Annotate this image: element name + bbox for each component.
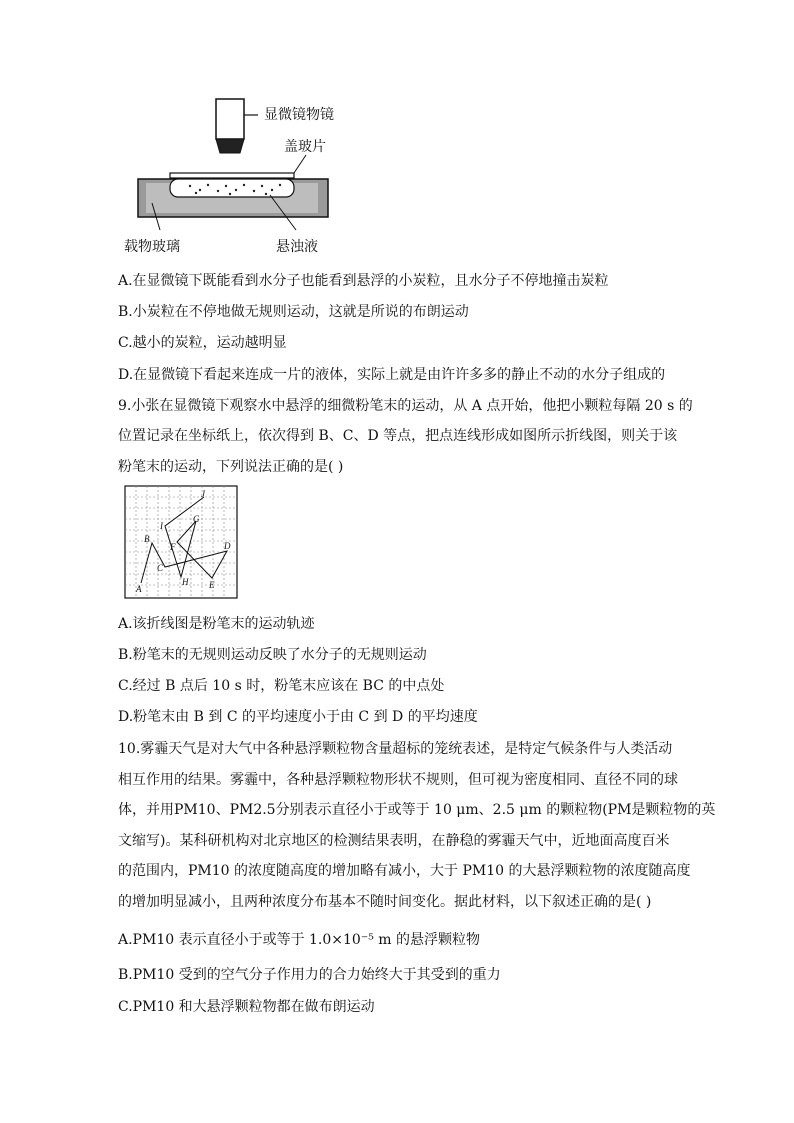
point-label-h: H: [182, 577, 189, 587]
point-label-b: B: [144, 534, 150, 544]
q10-stem-line-3: 体，并用PM10、PM2.5分别表示直径小于或等于 10 μm、2.5 μm 的颗粒物(PM是颗粒物的英: [118, 802, 716, 818]
microscope-diagram: [124, 95, 370, 260]
label-cover-slip: 盖玻片: [284, 139, 326, 155]
q9-option-b: B.粉笔末的无规则运动反映了水分子的无规则运动: [118, 647, 427, 663]
q9-option-d: D.粉笔末由 B 到 C 的平均速度小于由 C 到 D 的平均速度: [118, 709, 478, 725]
q10-stem-line-2: 相互作用的结果。雾霾中，各种悬浮颗粒物形状不规则，但可视为密度相同、直径不同的球: [118, 772, 678, 788]
point-label-f: F: [170, 542, 176, 552]
label-suspension: 悬浊液: [276, 239, 318, 255]
point-label-i: I: [160, 521, 163, 531]
brownian-path-graph: [124, 485, 238, 599]
q9-stem-line-3: 粉笔末的运动，下列说法正确的是( ): [118, 459, 344, 475]
q9-stem-line-2: 位置记录在坐标纸上，依次得到 B、C、D 等点，把点连线形成如图所示折线图，则关于该: [118, 428, 678, 444]
point-label-g: G: [193, 514, 200, 524]
point-label-d: D: [224, 541, 231, 551]
label-objective: 显微镜物镜: [264, 107, 334, 123]
q8-option-a: A.在显微镜下既能看到水分子也能看到悬浮的小炭粒，且水分子不停地撞击炭粒: [118, 273, 609, 289]
point-label-a: A: [136, 584, 142, 594]
q10-stem-line-1: 10.雾霾天气是对大气中各种悬浮颗粒物含量超标的笼统表述，是特定气候条件与人类活动: [118, 741, 673, 757]
q10-stem-line-6: 的增加明显减小，且两种浓度分布基本不随时间变化。据此材料，以下叙述正确的是( ): [118, 894, 652, 910]
q8-option-b: B.小炭粒在不停地做无规则运动，这就是所说的布朗运动: [118, 304, 469, 320]
q10-option-b: B.PM10 受到的空气分子作用力的合力始终大于其受到的重力: [118, 967, 501, 983]
q10-option-a: A.PM10 表示直径小于或等于 1.0×10⁻⁵ m 的悬浮颗粒物: [118, 932, 481, 948]
label-slide: 载物玻璃: [124, 239, 180, 255]
q9-option-c: C.经过 B 点后 10 s 时，粉笔末应该在 BC 的中点处: [118, 678, 445, 694]
q10-stem-line-5: 的范围内，PM10 的浓度随高度的增加略有减小，大于 PM10 的大悬浮颗粒物的浓度随高度: [118, 863, 691, 879]
q10-option-c: C.PM10 和大悬浮颗粒物都在做布朗运动: [118, 999, 375, 1015]
point-label-c: C: [157, 563, 164, 573]
q9-stem-line-1: 9.小张在显微镜下观察水中悬浮的细微粉笔末的运动，从 A 点开始，他把小颗粒每隔 20 s 的: [118, 398, 693, 414]
q8-option-d: D.在显微镜下看起来连成一片的液体，实际上就是由许许多多的静止不动的水分子组成的: [118, 367, 666, 383]
q8-option-c: C.越小的炭粒，运动越明显: [118, 335, 287, 351]
point-label-e: E: [209, 580, 215, 590]
point-label-j: J: [201, 489, 205, 499]
q10-stem-line-4: 文缩写)。某科研机构对北京地区的检测结果表明，在静稳的雾霾天气中，近地面高度百米: [118, 833, 670, 849]
q9-option-a: A.该折线图是粉笔末的运动轨迹: [118, 616, 315, 632]
